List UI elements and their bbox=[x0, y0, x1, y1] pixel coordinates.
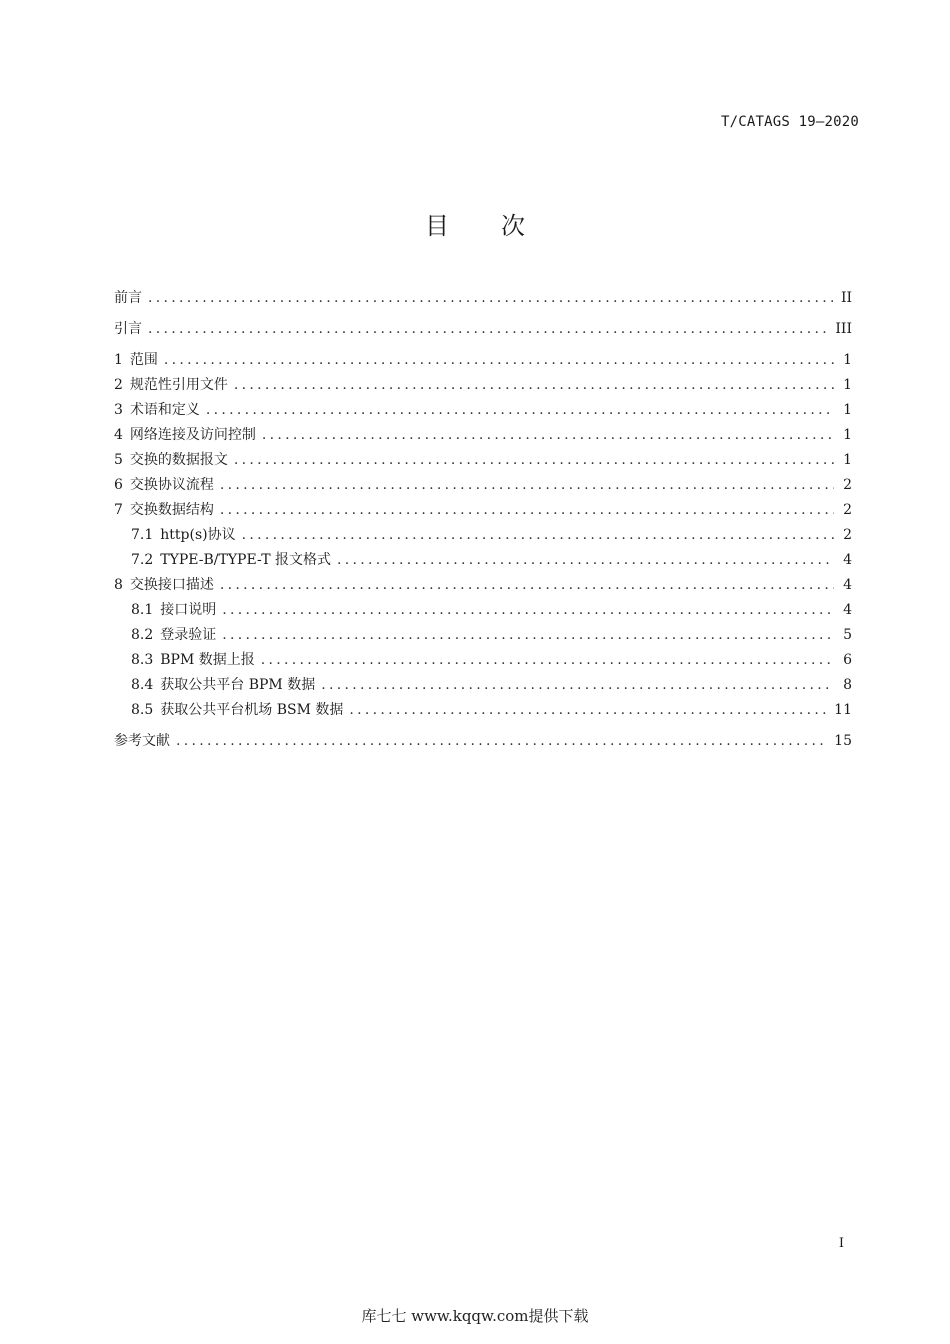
toc-entry-page: III bbox=[835, 321, 852, 337]
dot-leader bbox=[234, 373, 834, 398]
toc-entry-page: 2 bbox=[843, 477, 852, 493]
dot-leader bbox=[321, 673, 834, 698]
toc-entry-page: 4 bbox=[843, 552, 852, 568]
toc-entry-page: 2 bbox=[843, 527, 852, 543]
toc-entry-label: 引言 bbox=[114, 321, 142, 337]
toc-entry-page: 2 bbox=[843, 502, 852, 518]
toc-entry-page: II bbox=[840, 290, 852, 306]
dot-leader bbox=[261, 648, 834, 673]
toc-entry-page: 1 bbox=[843, 352, 852, 368]
toc-entry[interactable] bbox=[114, 729, 852, 754]
toc-entry-number: 4 bbox=[114, 427, 123, 443]
toc-entry-label: 网络连接及访问控制 bbox=[129, 427, 256, 443]
toc-entry[interactable] bbox=[114, 548, 852, 573]
download-watermark: 库七七 www.kqqw.com提供下载 bbox=[361, 1307, 589, 1325]
dot-leader bbox=[242, 523, 834, 548]
toc-entry[interactable] bbox=[114, 498, 852, 523]
toc-entry[interactable] bbox=[114, 448, 852, 473]
toc-entry-label: 交换协议流程 bbox=[129, 477, 214, 493]
toc-entry-label: 交换数据结构 bbox=[129, 502, 214, 518]
toc-entry[interactable] bbox=[114, 317, 852, 348]
toc-entry-number: 1 bbox=[114, 352, 123, 368]
toc-entry-page: 1 bbox=[843, 427, 852, 443]
toc-entry-label: 登录验证 bbox=[160, 627, 217, 643]
toc-entry[interactable] bbox=[114, 573, 852, 598]
toc-entry-page: 4 bbox=[843, 577, 852, 593]
toc-entry-label: 前言 bbox=[114, 290, 142, 306]
toc-entry-label: TYPE-B/TYPE-T 报文格式 bbox=[160, 552, 331, 568]
toc-entry-label: 术语和定义 bbox=[129, 402, 200, 418]
dot-leader bbox=[349, 698, 826, 723]
dot-leader bbox=[234, 448, 834, 473]
toc-entry[interactable] bbox=[114, 698, 852, 723]
toc-entry-page: 6 bbox=[843, 652, 852, 668]
dot-leader bbox=[220, 573, 834, 598]
toc-entry-label: http(s)协议 bbox=[160, 527, 236, 543]
toc-entry[interactable] bbox=[114, 623, 852, 648]
table-of-contents bbox=[114, 286, 852, 754]
toc-entry-number: 8.5 bbox=[131, 702, 154, 718]
toc-entry-number: 3 bbox=[114, 402, 123, 418]
toc-entry[interactable] bbox=[114, 373, 852, 398]
toc-entry[interactable] bbox=[114, 286, 852, 317]
toc-entry-label: 参考文献 bbox=[114, 733, 170, 749]
toc-entry-label: BPM 数据上报 bbox=[160, 652, 255, 668]
toc-entry-number: 7.2 bbox=[131, 552, 154, 568]
dot-leader bbox=[220, 498, 834, 523]
dot-leader bbox=[206, 398, 834, 423]
toc-entry-page: 5 bbox=[843, 627, 852, 643]
toc-entry-number: 6 bbox=[114, 477, 123, 493]
toc-entry[interactable] bbox=[114, 523, 852, 548]
toc-entry-number: 8 bbox=[114, 577, 123, 593]
toc-entry-number: 8.3 bbox=[131, 652, 154, 668]
toc-entry-label: 获取公共平台机场 BSM 数据 bbox=[160, 702, 344, 718]
dot-leader bbox=[222, 623, 834, 648]
toc-entry-label: 交换接口描述 bbox=[129, 577, 214, 593]
toc-entry-label: 接口说明 bbox=[160, 602, 217, 618]
toc-entry-number: 8.4 bbox=[131, 677, 154, 693]
dot-leader bbox=[337, 548, 834, 573]
dot-leader bbox=[220, 473, 834, 498]
toc-entry-number: 7.1 bbox=[131, 527, 154, 543]
toc-entry[interactable] bbox=[114, 648, 852, 673]
toc-entry-label: 交换的数据报文 bbox=[129, 452, 228, 468]
toc-entry-page: 1 bbox=[843, 377, 852, 393]
toc-entry[interactable] bbox=[114, 348, 852, 373]
dot-leader bbox=[176, 729, 826, 754]
toc-entry[interactable] bbox=[114, 473, 852, 498]
toc-entry[interactable] bbox=[114, 398, 852, 423]
dot-leader bbox=[148, 286, 833, 311]
toc-entry-number: 8.1 bbox=[131, 602, 154, 618]
toc-entry-page: 1 bbox=[843, 402, 852, 418]
toc-entry[interactable] bbox=[114, 598, 852, 623]
standard-number: T/CATAGS 19—2020 bbox=[720, 114, 859, 130]
dot-leader bbox=[164, 348, 834, 373]
dot-leader bbox=[262, 423, 834, 448]
toc-entry-label: 获取公共平台 BPM 数据 bbox=[160, 677, 316, 693]
toc-title: 目次 bbox=[425, 212, 577, 240]
toc-entry-label: 规范性引用文件 bbox=[129, 377, 228, 393]
toc-entry-number: 8.2 bbox=[131, 627, 154, 643]
toc-entry-page: 8 bbox=[843, 677, 852, 693]
toc-entry[interactable] bbox=[114, 673, 852, 698]
dot-leader bbox=[148, 317, 827, 342]
dot-leader bbox=[222, 598, 834, 623]
toc-entry-page: 1 bbox=[843, 452, 852, 468]
toc-entry-page: 11 bbox=[834, 702, 852, 718]
page-number: I bbox=[838, 1236, 844, 1251]
toc-entry-number: 2 bbox=[114, 377, 123, 393]
toc-entry-page: 4 bbox=[843, 602, 852, 618]
toc-entry-number: 7 bbox=[114, 502, 123, 518]
toc-entry-number: 5 bbox=[114, 452, 123, 468]
toc-entry-label: 范围 bbox=[129, 352, 158, 368]
toc-entry-page: 15 bbox=[834, 733, 852, 749]
toc-entry[interactable] bbox=[114, 423, 852, 448]
